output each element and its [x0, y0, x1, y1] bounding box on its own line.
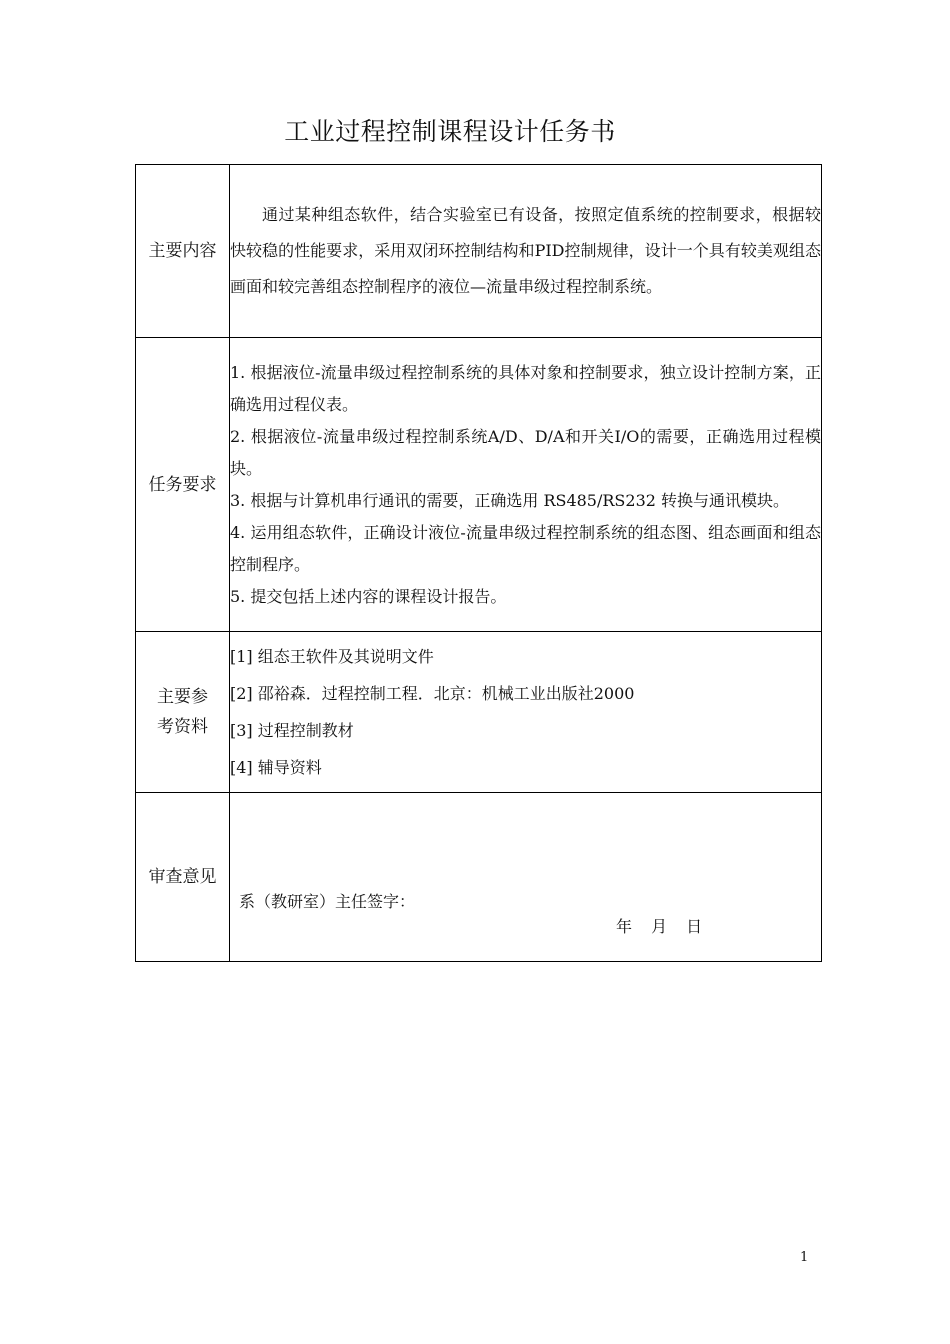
- row-requirements: [136, 338, 822, 632]
- date-line: 年 月 日: [616, 917, 703, 936]
- director-signature-line: 系（教研室）主任签字：: [239, 892, 416, 911]
- requirement-item: 2. 根据液位-流量串级过程控制系统A/D、D/A和开关I/O的需要，正确选用过程模块。: [230, 426, 821, 478]
- row-references: [136, 632, 822, 793]
- reference-item: [1] 组态王软件及其说明文件: [230, 647, 434, 666]
- requirement-item: 4. 运用组态软件，正确设计液位-流量串级过程控制系统的组态图、组态画面和组态控制程序。: [230, 522, 821, 574]
- page-number: 1: [800, 1250, 809, 1265]
- main-content-text: 通过某种组态软件，结合实验室已有设备，按照定值系统的控制要求，根据较快较稳的性能要求，采用双闭环控制结构和PID控制规律，设计一个具有较美观组态画面和较完善组态控制程序的液位—流量串级过程控制系统。: [230, 205, 821, 296]
- cell-requirements: [230, 338, 822, 632]
- cell-main-content: [230, 165, 822, 338]
- label-references-line1: 主要参: [157, 687, 208, 707]
- requirement-item: 1. 根据液位-流量串级过程控制系统的具体对象和控制要求，独立设计控制方案，正确选用过程仪表。: [230, 362, 821, 414]
- cell-review: [230, 793, 822, 962]
- label-review: 审查意见: [136, 793, 230, 962]
- label-main-content: 主要内容: [136, 165, 230, 338]
- row-review: [136, 793, 822, 962]
- task-table: [135, 164, 822, 962]
- reference-item: [2] 邵裕森．过程控制工程．北京：机械工业出版社2000: [230, 684, 635, 703]
- reference-item: [4] 辅导资料: [230, 758, 322, 777]
- label-references-line2: 考资料: [157, 717, 208, 737]
- requirement-item: 3. 根据与计算机串行通讯的需要，正确选用 RS485/RS232 转换与通讯模块。: [230, 490, 790, 510]
- document-title: 工业过程控制课程设计任务书: [284, 117, 616, 146]
- requirement-item: 5. 提交包括上述内容的课程设计报告。: [230, 586, 507, 606]
- label-references: [136, 632, 230, 793]
- row-main-content: [136, 165, 822, 338]
- reference-item: [3] 过程控制教材: [230, 721, 354, 740]
- label-requirements: 任务要求: [136, 338, 230, 632]
- cell-references: [230, 632, 822, 793]
